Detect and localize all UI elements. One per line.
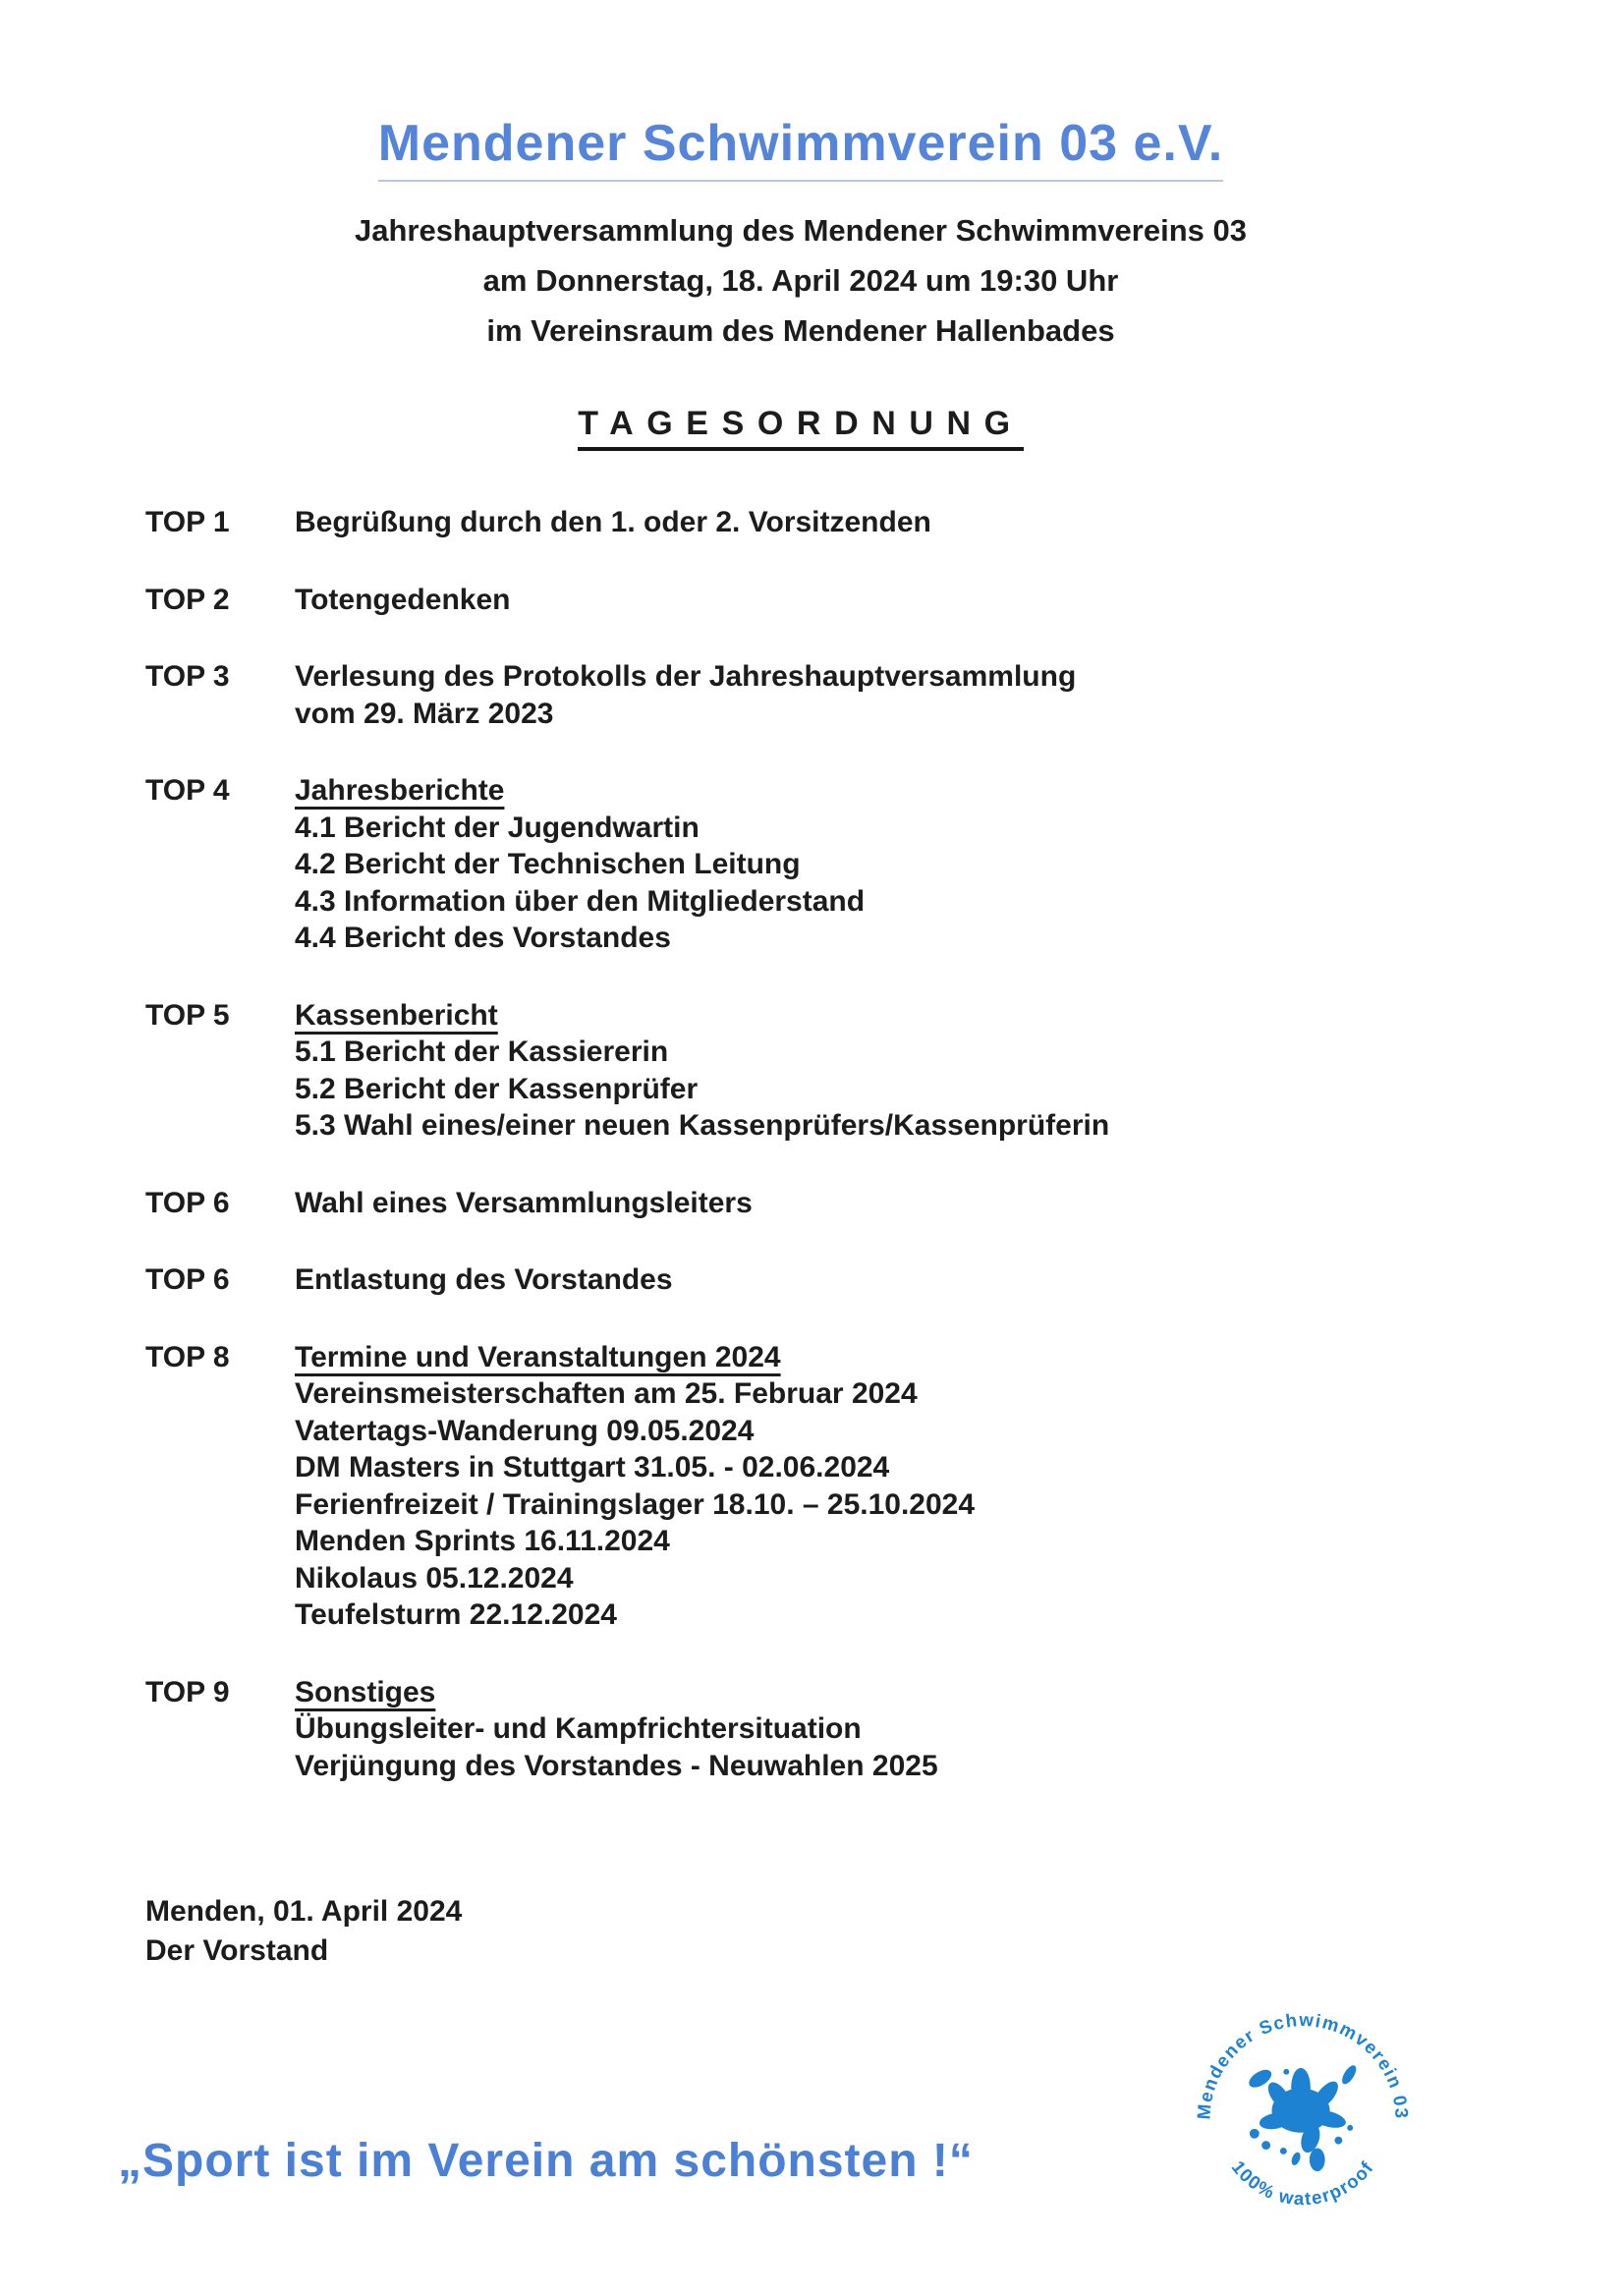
agenda-item-title: Begrüßung durch den 1. oder 2. Vorsitzenden bbox=[295, 506, 931, 538]
agenda-item bbox=[145, 1674, 1506, 1785]
agenda-item-label: TOP 6 bbox=[145, 1263, 230, 1296]
agenda-item-line: Menden Sprints 16.11.2024 bbox=[295, 1525, 670, 1557]
agenda-heading-wrap bbox=[0, 405, 1601, 451]
agenda-item-label: TOP 5 bbox=[145, 998, 230, 1032]
club-name-title: Mendener Schwimmverein 03 e.V. bbox=[378, 114, 1223, 182]
logo-arc-top-text: Mendener Schwimmverein 03 bbox=[1193, 2008, 1413, 2121]
agenda-item-line: 5.2 Bericht der Kassenprüfer bbox=[295, 1072, 699, 1105]
agenda-item-line: Nikolaus 05.12.2024 bbox=[295, 1561, 574, 1595]
agenda-item-line: vom 29. März 2023 bbox=[295, 697, 554, 730]
agenda-item-content bbox=[295, 582, 1506, 619]
agenda-item-lines bbox=[295, 1710, 1506, 1784]
agenda-item-title: Wahl eines Versammlungsleiters bbox=[295, 1186, 753, 1219]
agenda-item-title: Kassenbericht bbox=[295, 998, 498, 1032]
meeting-subtitle bbox=[0, 205, 1601, 356]
agenda-item-title: Termine und Veranstaltungen 2024 bbox=[295, 1340, 781, 1373]
agenda-item-label: TOP 9 bbox=[145, 1675, 230, 1708]
header bbox=[0, 0, 1601, 182]
closing-block bbox=[145, 1892, 1624, 1971]
agenda-item-title: Entlastung des Vorstandes bbox=[295, 1263, 673, 1296]
agenda-item-line: Übungsleiter- und Kampfrichtersituation bbox=[295, 1712, 862, 1745]
subtitle-line: am Donnerstag, 18. April 2024 um 19:30 Uhr bbox=[482, 263, 1119, 298]
agenda-item-line: Vereinsmeisterschaften am 25. Februar 2024 bbox=[295, 1377, 918, 1410]
slogan: „Sport ist im Verein am schönsten !“ bbox=[118, 2135, 974, 2187]
agenda-item-content bbox=[295, 658, 1506, 732]
agenda-list bbox=[145, 504, 1506, 1784]
agenda-item bbox=[145, 1339, 1506, 1634]
agenda-item-line: 4.4 Bericht des Vorstandes bbox=[295, 922, 671, 954]
club-logo bbox=[1187, 2004, 1419, 2236]
place-date: Menden, 01. April 2024 bbox=[145, 1895, 463, 1928]
agenda-item bbox=[145, 658, 1506, 732]
agenda-item-label: TOP 2 bbox=[145, 583, 230, 616]
agenda-item-content bbox=[295, 1185, 1506, 1222]
agenda-item-line: Vatertags-Wanderung 09.05.2024 bbox=[295, 1414, 755, 1447]
agenda-item-line: Ferienfreizeit / Trainingslager 18.10. – 25.10.2024 bbox=[295, 1487, 976, 1521]
agenda-heading: TAGESORDNUNG bbox=[578, 405, 1023, 451]
agenda-item-line: 5.1 Bericht der Kassiererin bbox=[295, 1036, 669, 1068]
agenda-item-content bbox=[295, 772, 1506, 957]
signature: Der Vorstand bbox=[145, 1934, 329, 1967]
agenda-item bbox=[145, 1185, 1506, 1222]
agenda-item-content bbox=[295, 504, 1506, 541]
subtitle-line: Jahreshauptversammlung des Mendener Schwimmvereins 03 bbox=[355, 213, 1247, 248]
agenda-item-line: 4.3 Information über den Mitgliederstand bbox=[295, 884, 866, 918]
agenda-item-content bbox=[295, 997, 1506, 1145]
agenda-item-title: Sonstiges bbox=[295, 1675, 436, 1708]
agenda-item bbox=[145, 772, 1506, 957]
agenda-item-content bbox=[295, 1674, 1506, 1785]
agenda-item-title: Totengedenken bbox=[295, 583, 511, 616]
agenda-item-line: Teufelsturm 22.12.2024 bbox=[295, 1598, 617, 1631]
agenda-item bbox=[145, 582, 1506, 619]
agenda-item-title: Jahresberichte bbox=[295, 774, 505, 807]
agenda-item-line: DM Masters in Stuttgart 31.05. - 02.06.2024 bbox=[295, 1451, 890, 1483]
agenda-item-line: 4.2 Bericht der Technischen Leitung bbox=[295, 848, 801, 880]
agenda-item-lines bbox=[295, 1034, 1506, 1145]
logo-arc-bottom-text: 100% waterproof bbox=[1227, 2156, 1378, 2210]
water-splash-icon bbox=[1246, 2063, 1359, 2171]
agenda-item-line: 4.1 Bericht der Jugendwartin bbox=[295, 811, 700, 844]
agenda-item-label: TOP 3 bbox=[145, 660, 230, 693]
agenda-item bbox=[145, 997, 1506, 1145]
agenda-item-label: TOP 6 bbox=[145, 1186, 230, 1219]
agenda-item bbox=[145, 1261, 1506, 1299]
agenda-item-lines bbox=[295, 1375, 1506, 1634]
agenda-item-lines bbox=[295, 696, 1506, 733]
agenda-item-title: Verlesung des Protokolls der Jahreshauptversammlung bbox=[295, 660, 1077, 693]
agenda-item-line: Verjüngung des Vorstandes - Neuwahlen 2025 bbox=[295, 1749, 938, 1782]
agenda-item-label: TOP 8 bbox=[145, 1340, 230, 1373]
agenda-item-content bbox=[295, 1261, 1506, 1299]
agenda-item-content bbox=[295, 1339, 1506, 1634]
agenda-item-label: TOP 4 bbox=[145, 774, 230, 807]
agenda-item-label: TOP 1 bbox=[145, 506, 230, 538]
agenda-item bbox=[145, 504, 1506, 541]
agenda-item-lines bbox=[295, 810, 1506, 957]
club-logo-svg bbox=[1187, 2004, 1419, 2236]
subtitle-line: im Vereinsraum des Mendener Hallenbades bbox=[486, 313, 1115, 348]
agenda-item-line: 5.3 Wahl eines/einer neuen Kassenprüfers/Kassenprüferin bbox=[295, 1109, 1110, 1142]
